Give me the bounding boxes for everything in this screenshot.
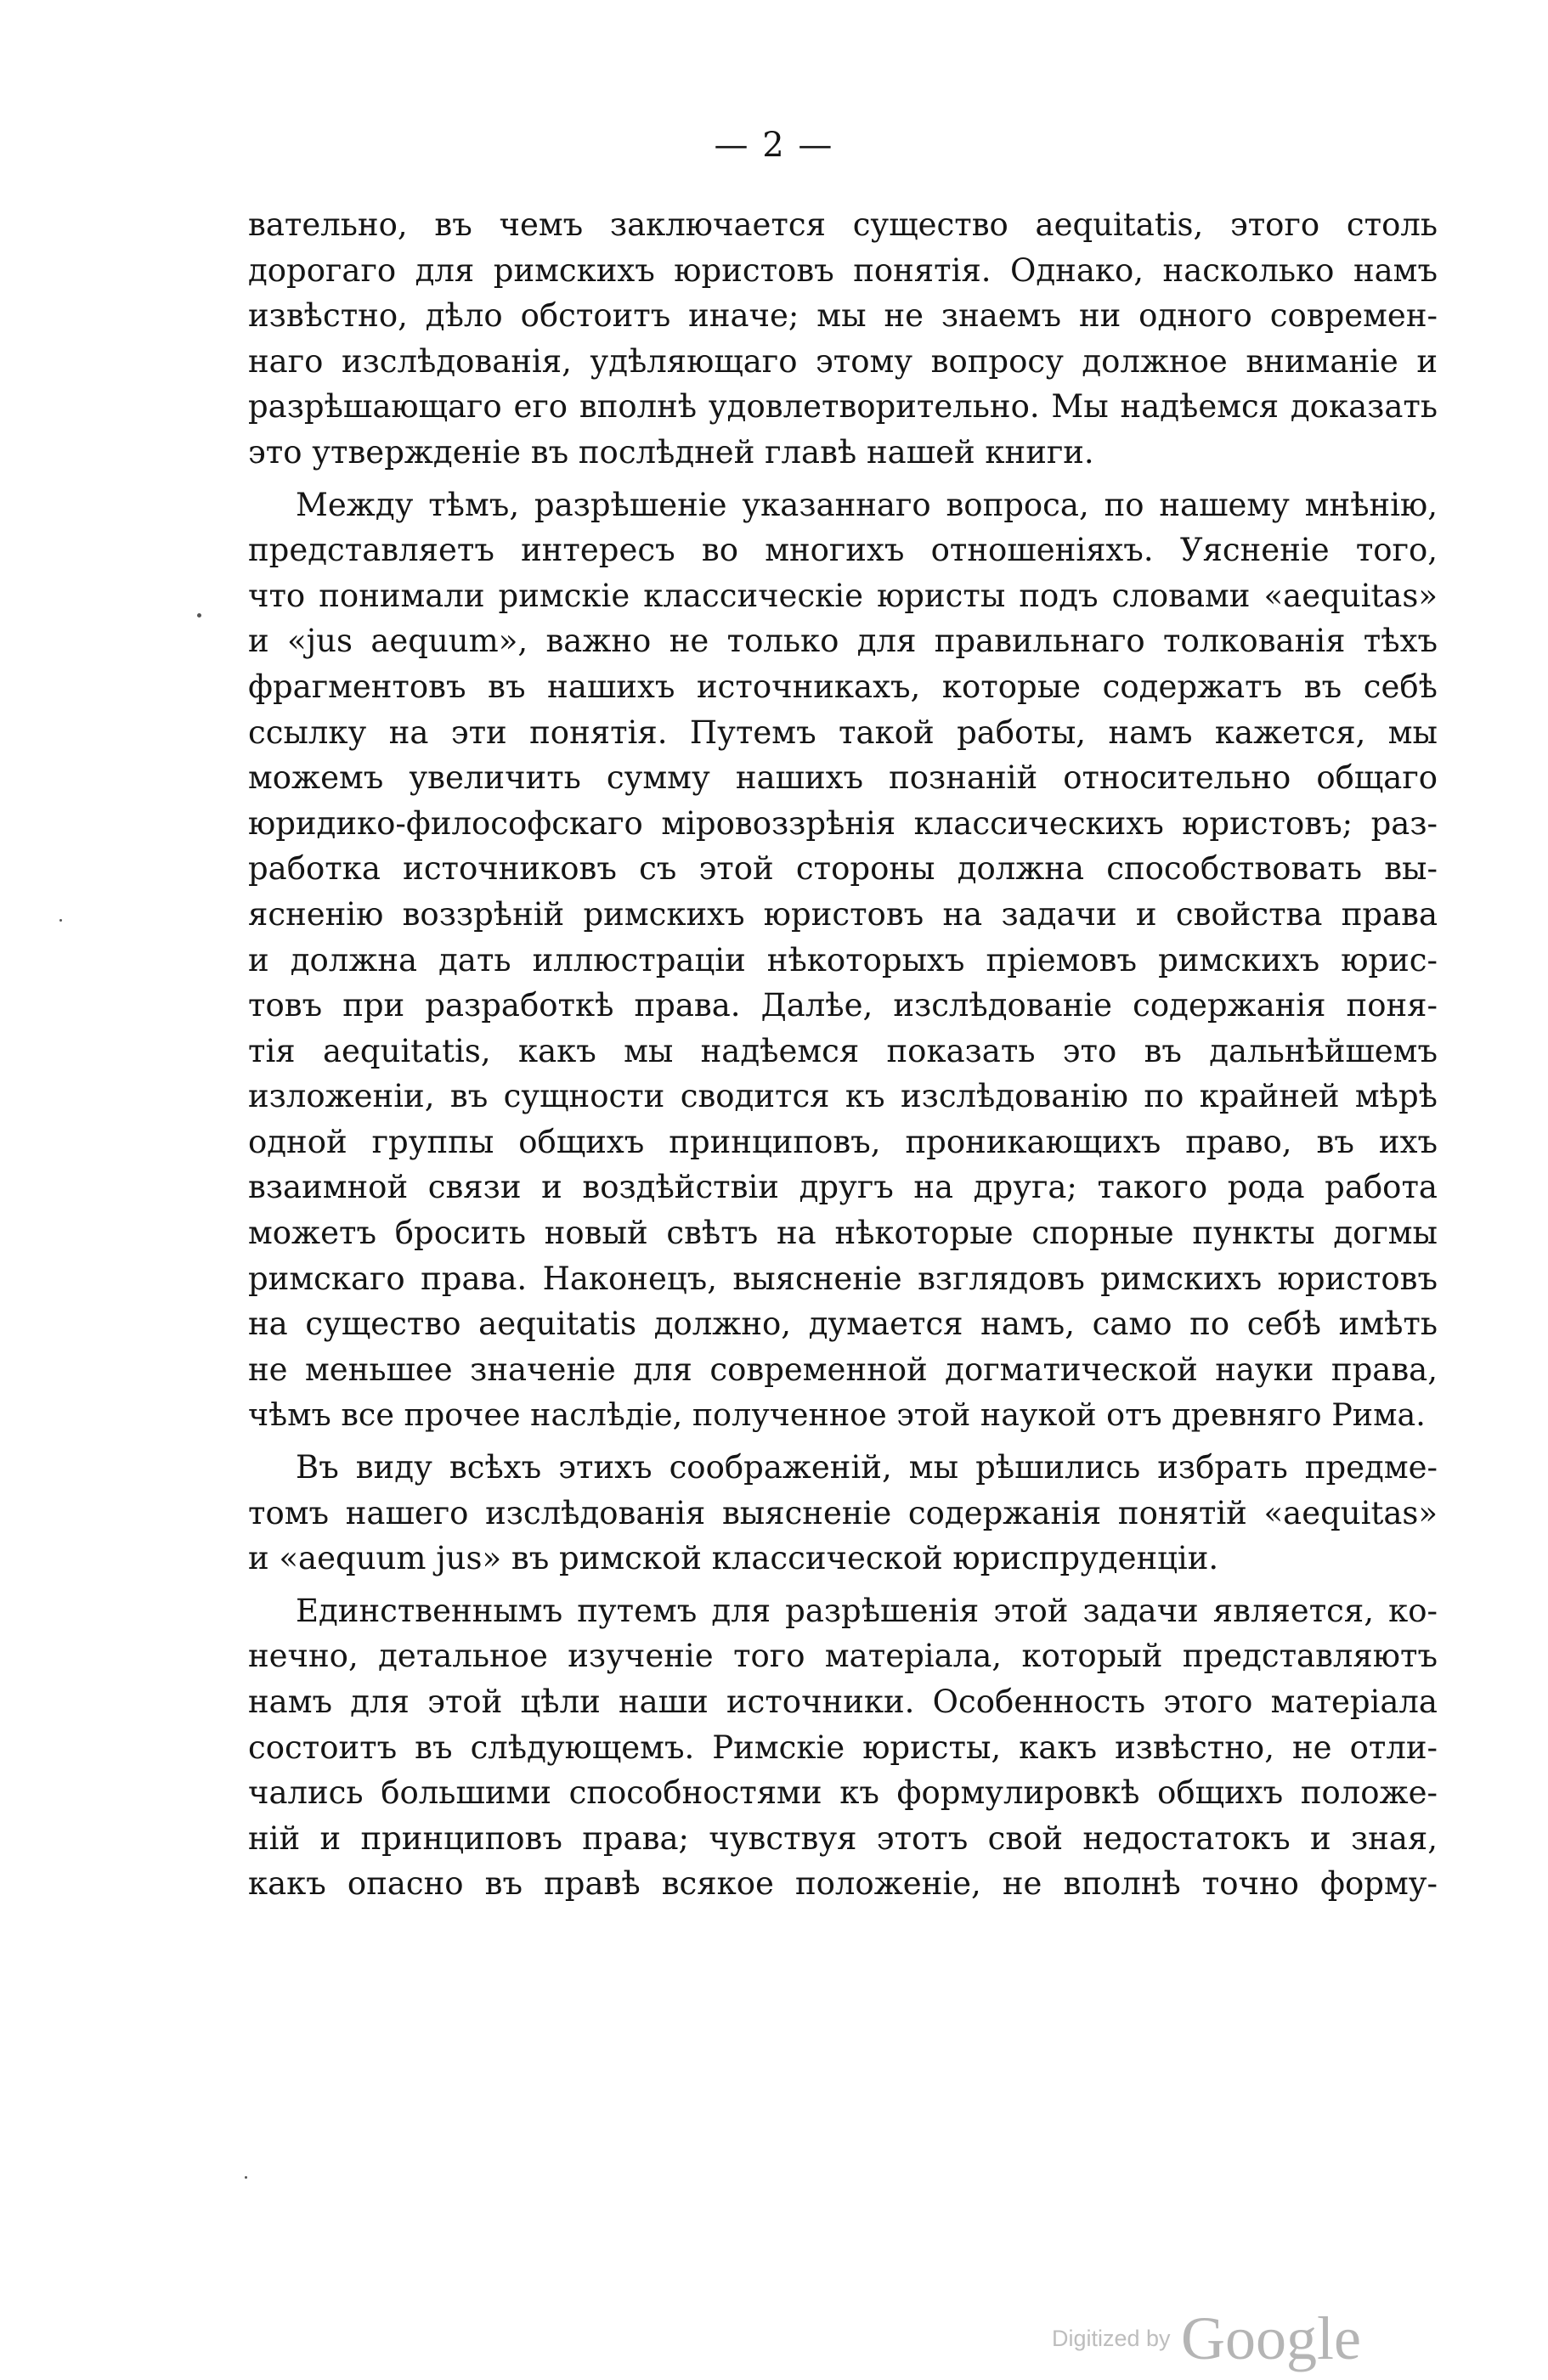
- text-line: на существо aequitatis должно, думается намъ, само по себѣ имѣть: [248, 1306, 1438, 1343]
- text-line: это утвержденіе въ послѣдней главѣ нашей книги.: [248, 433, 1094, 471]
- text-line: какъ опасно въ правѣ всякое положеніе, не вполнѣ точно форму-: [248, 1865, 1438, 1903]
- text-line: извѣстно, дѣло обстоитъ иначе; мы не знаемъ ни одного современ-: [248, 297, 1438, 335]
- text-line: не меньшее значеніе для современной догматической науки права,: [248, 1351, 1438, 1388]
- text-line: ній и принциповъ права; чувствуя этотъ свой недостатокъ и зная,: [248, 1819, 1438, 1857]
- text-line: можетъ бросить новый свѣтъ на нѣкоторые спорные пункты догмы: [248, 1215, 1438, 1252]
- text-line: состоитъ въ слѣдующемъ. Римскіе юристы, какъ извѣстно, не отли-: [248, 1729, 1438, 1766]
- text-line: тія aequitatis, какъ мы надѣемся показать это въ дальнѣйшемъ: [248, 1032, 1438, 1069]
- text-line: что понимали римскіе классическіе юристы подъ словами «aequitas»: [248, 577, 1438, 614]
- text-line: юридико-философскаго міровоззрѣнія классическихъ юристовъ; раз-: [248, 804, 1438, 842]
- digitized-by-google-watermark: [1052, 2304, 1361, 2374]
- text-line: представляетъ интересъ во многихъ отношеніяхъ. Уясненіе того,: [248, 532, 1438, 569]
- text-line: взаимной связи и воздѣйствіи другъ на друга; такого рода работа: [248, 1169, 1438, 1206]
- text-line: и «aequum jus» въ римской классической юриспруденціи.: [248, 1540, 1219, 1577]
- digitized-by-label: Digitized by: [1052, 2326, 1171, 2351]
- body-text: [248, 202, 1438, 1907]
- text-line: ссылку на эти понятія. Путемъ такой работы, намъ кажется, мы: [248, 713, 1438, 751]
- google-logo: Google: [1181, 2304, 1361, 2372]
- text-line: товъ при разработкѣ права. Далѣе, изслѣдованіе содержанія поня-: [248, 987, 1438, 1024]
- paragraph-first-line: Между тѣмъ, разрѣшеніе указаннаго вопроса, по нашему мнѣнію,: [296, 486, 1438, 523]
- text-line: разрѣшающаго его вполнѣ удовлетворительно. Мы надѣемся доказать: [248, 388, 1438, 426]
- text-line: ясненію воззрѣній римскихъ юристовъ на задачи и свойства права: [248, 895, 1438, 933]
- text-line: можемъ увеличить сумму нашихъ познаній относительно общаго: [248, 759, 1438, 797]
- text-line: намъ для этой цѣли наши источники. Особенность этого матеріала: [248, 1683, 1438, 1720]
- text-line: томъ нашего изслѣдованія выясненіе содержанія понятій «aequitas»: [248, 1494, 1438, 1531]
- page-number: — 2 —: [714, 126, 834, 165]
- text-line: чѣмъ все прочее наслѣдіе, полученное этой наукой отъ древняго Рима.: [248, 1396, 1426, 1434]
- text-line: вательно, въ чемъ заключается существо aequitatis, этого столь: [248, 206, 1438, 243]
- text-line: и должна дать иллюстраціи нѣкоторыхъ пріемовъ римскихъ юрис-: [248, 941, 1438, 979]
- text-line: и «jus aequum», важно не только для правильнаго толкованія тѣхъ: [248, 623, 1438, 660]
- text-line: нечно, детальное изученіе того матеріала, который представляютъ: [248, 1638, 1438, 1675]
- text-line: фрагментовъ въ нашихъ источникахъ, которые содержатъ въ себѣ: [248, 668, 1438, 705]
- paragraph-first-line: Единственнымъ путемъ для разрѣшенія этой задачи является, ко-: [296, 1592, 1438, 1629]
- scan-speck: [245, 2176, 247, 2179]
- text-line: чались большими способностями къ формулировкѣ общихъ положе-: [248, 1774, 1438, 1812]
- text-line: изложеніи, въ сущности сводится къ изслѣдованію по крайней мѣрѣ: [248, 1078, 1438, 1115]
- text-line: работка источниковъ съ этой стороны должна способствовать вы-: [248, 850, 1438, 888]
- text-line: одной группы общихъ принциповъ, проникающихъ право, въ ихъ: [248, 1123, 1438, 1160]
- scan-speck: [59, 919, 62, 922]
- scan-speck: [197, 613, 201, 618]
- text-line: наго изслѣдованія, удѣляющаго этому вопросу должное вниманіе и: [248, 342, 1438, 380]
- text-line: дорогаго для римскихъ юристовъ понятія. Однако, насколько намъ: [248, 251, 1438, 289]
- paragraph-first-line: Въ виду всѣхъ этихъ соображеній, мы рѣшились избрать предме-: [296, 1449, 1438, 1486]
- text-line: римскаго права. Наконецъ, выясненіе взглядовъ римскихъ юристовъ: [248, 1260, 1438, 1297]
